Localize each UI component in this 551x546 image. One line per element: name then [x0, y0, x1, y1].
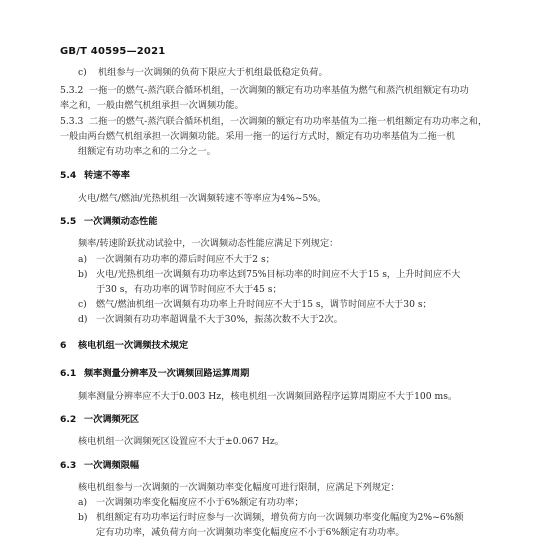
list-text: 一次调频功率变化幅度应不小于6%额定有功功率； [96, 497, 304, 508]
list-item-b [78, 269, 460, 281]
section-number: 5.3.3 [60, 116, 84, 127]
section-number: 6.1 [60, 368, 77, 379]
paragraph-text: 频率/转速阶跃扰动试验中，一次调频动态性能应满足下列规定： [78, 238, 339, 249]
section-title: 一次调频动态性能 [84, 216, 158, 227]
section-6-2-heading [60, 414, 139, 426]
chapter-6-heading [60, 340, 188, 352]
list-marker: b) [78, 512, 88, 523]
list-text: 机组额定有功功率运行时应参与一次调频，增负荷方向一次调频功率变化幅度为2%~6%额 [96, 512, 464, 523]
section-5-5-heading [60, 216, 158, 228]
paragraph-text: 二拖一的燃气-蒸汽联合循环机组，一次调频的额定有功功率基值为二拖一机组额定有功功率之和， [89, 116, 488, 127]
paragraph-continuation: 组额定有功功率之和的二分之一。 [78, 146, 216, 157]
section-number: 6.3 [60, 460, 77, 471]
list-item-b [78, 512, 464, 524]
section-title: 一次调频死区 [84, 414, 140, 425]
section-title: 转速不等率 [84, 170, 130, 181]
list-item-c [78, 299, 432, 311]
paragraph-text: 频率测量分辨率应不大于0.003 Hz，核电机组一次调频回路程序运算周期应不大于100 ms。 [78, 391, 458, 402]
section-6-3-heading [60, 460, 139, 472]
section-title: 频率测量分辨率及一次调频回路运算周期 [84, 368, 250, 379]
section-6-1-heading [60, 368, 249, 380]
list-text: 火电/光热机组一次调频有功功率达到75%目标功率的时间应不大于15 s，上升时间应不大 [96, 269, 461, 280]
paragraph-text: 核电机组一次调频死区设置应不大于±0.067 Hz。 [78, 436, 284, 447]
list-marker: c) [78, 299, 87, 310]
section-number: 6.2 [60, 414, 77, 425]
paragraph-continuation: 率之和，一般由燃气机组承担一次调频功能。 [60, 100, 244, 111]
list-text: 一次调频有功功率的滞后时间应不大于2 s； [96, 254, 275, 265]
paragraph-text: 一拖一的燃气-蒸汽联合循环机组，一次调频的额定有功功率基值为燃气和蒸汽机组额定有功功 [89, 85, 469, 96]
section-5-3-2 [60, 85, 469, 97]
list-continuation: 于30 s，有功功率的调节时间应不大于45 s； [96, 284, 282, 295]
list-marker: c) [78, 67, 87, 78]
list-marker: a) [78, 254, 88, 265]
list-continuation: 定有功功率，减负荷方向一次调频功率变化幅度应不小于6%额定有功功率。 [96, 527, 405, 538]
standard-header: GB/T 40595—2021 [60, 46, 166, 57]
list-item-d [78, 314, 343, 326]
list-marker: d) [78, 314, 88, 325]
list-item-a [78, 254, 275, 266]
section-5-4-heading [60, 170, 130, 182]
section-title: 核电机组一次调频技术规定 [78, 340, 189, 351]
section-number: 5.5 [60, 216, 77, 227]
list-text: 机组参与一次调频的负荷下限应大于机组最低稳定负荷。 [98, 67, 328, 78]
list-text: 燃气/燃油机组一次调频有功功率上升时间应不大于15 s，调节时间应不大于30 s； [96, 299, 432, 310]
list-item-a [78, 497, 304, 509]
list-text: 一次调频有功功率超调量不大于30%，振荡次数不大于2次。 [96, 314, 343, 325]
list-marker: b) [78, 269, 88, 280]
list-item-c [78, 67, 328, 79]
section-number: 5.3.2 [60, 85, 84, 96]
section-5-3-3 [60, 116, 487, 128]
section-title: 一次调频限幅 [84, 460, 140, 471]
list-marker: a) [78, 497, 88, 508]
paragraph-continuation: 一般由两台燃气机组承担一次调频功能。采用一拖一的运行方式时，额定有功功率基值为二拖一机 [60, 131, 456, 142]
paragraph-text: 核电机组参与一次调频的一次调频功率变化幅度可进行限制，应满足下列规定： [78, 482, 400, 493]
section-number: 5.4 [60, 170, 77, 181]
section-number: 6 [60, 340, 67, 351]
paragraph-text: 火电/燃气/燃油/光热机组一次调频转速不等率应为4%~5%。 [78, 193, 327, 204]
